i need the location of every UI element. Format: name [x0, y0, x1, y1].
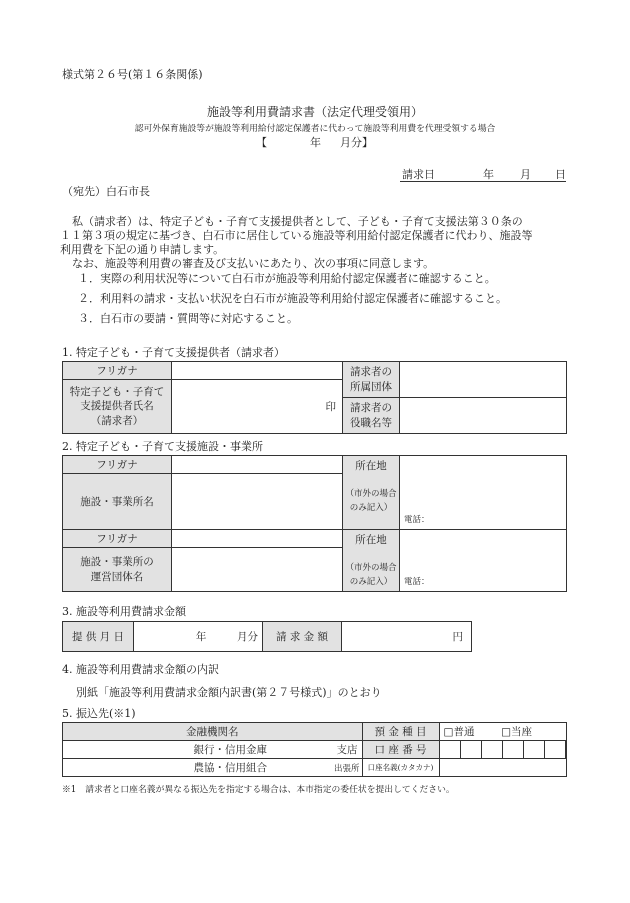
request-date-label: 請求日 — [402, 168, 435, 181]
futsu-checkbox[interactable]: □普通 — [443, 726, 475, 738]
seal-mark: 印 — [325, 401, 336, 413]
bank-type-2: 農協・信用組合 — [63, 759, 292, 777]
bank-label: 金融機関名 — [63, 723, 363, 741]
bank-type-1: 銀行・信用金庫 — [63, 741, 292, 759]
account-holder-label: 口座名義(カタカナ) — [362, 759, 439, 777]
sub-branch-label: 出張所 — [291, 759, 362, 777]
section1-heading: 1. 特定子ども・子育て支援提供者（請求者） — [62, 346, 285, 359]
amount-year-label: 年 — [195, 631, 207, 643]
form-title: 施設等利用費請求書（法定代理受領用） — [206, 105, 423, 119]
facility-address-label: 所在地 （市外の場合 のみ記入） — [343, 456, 400, 530]
request-date-underline — [400, 181, 566, 182]
operator-furigana-input[interactable] — [172, 530, 343, 548]
section3-heading: 3. 施設等利用費請求金額 — [62, 605, 186, 618]
account-digit-cell[interactable] — [460, 741, 481, 759]
intro-line-3: 利用費を下記の通り申請します。 — [60, 243, 225, 256]
yen-label: 円 — [452, 631, 463, 643]
section5-heading: 5. 振込先(※1) — [62, 707, 136, 720]
request-date-day: 日 — [555, 168, 566, 181]
amount-table — [62, 621, 472, 652]
operator-address-input[interactable] — [400, 530, 567, 592]
form-subtitle: 認可外保育施設等が施設等利用給付認定保護者に代わって施設等利用費を代理受領する場合 — [134, 124, 496, 134]
org-input[interactable] — [400, 362, 567, 398]
deposit-type-options — [439, 723, 566, 741]
facility-address-input[interactable] — [400, 456, 567, 530]
account-digit-cell[interactable] — [565, 741, 566, 759]
facility-name-input[interactable] — [172, 474, 343, 530]
consent-item: ２．利用料の請求・支払い状況を白石市が施設等利用給付認定保護者に確認すること。 — [78, 292, 507, 305]
facility-furigana-label: フリガナ — [63, 456, 172, 474]
org-label: 請求者の 所属団体 — [343, 362, 400, 398]
month-input[interactable] — [134, 622, 263, 652]
operator-furigana-label: フリガナ — [63, 530, 172, 548]
deposit-type-label: 預 金 種 目 — [362, 723, 439, 741]
section4-heading: 4. 施設等利用費請求金額の内訳 — [62, 663, 219, 676]
account-number-label: 口 座 番 号 — [362, 741, 439, 759]
requester-table — [62, 361, 567, 434]
bank-table — [62, 722, 567, 777]
title-label: 請求者の 役職名等 — [343, 398, 400, 434]
addressee: （宛先）白石市長 — [62, 185, 150, 198]
section2-heading: 2. 特定子ども・子育て支援施設・事業所 — [62, 440, 263, 453]
month-label: 提 供 月 日 — [63, 622, 134, 652]
account-holder-input[interactable] — [439, 759, 566, 777]
operator-name-input[interactable] — [172, 548, 343, 592]
title-input[interactable] — [400, 398, 567, 434]
account-digit-cell[interactable] — [439, 741, 460, 759]
consent-item: １．実際の利用状況等について白石市が施設等利用給付認定保護者に確認すること。 — [78, 272, 496, 285]
operator-address-label: 所在地 （市外の場合 のみ記入） — [343, 530, 400, 592]
provider-name-input[interactable] — [172, 380, 343, 434]
breakdown-text: 別紙「施設等利用費請求金額内訳書(第２７号様式)」のとおり — [76, 686, 382, 699]
consent-item: ３．白石市の要請・質問等に対応すること。 — [78, 312, 298, 325]
toza-checkbox[interactable]: □当座 — [501, 726, 533, 738]
amount-month-label: 月分 — [237, 631, 258, 643]
request-date-year: 年 — [483, 168, 494, 181]
intro-line-2: １１第３項の規定に基づき、白石市に居住している施設等利用給付認定保護者に代わり、施設等 — [60, 229, 533, 242]
period-year: 年 — [310, 136, 321, 149]
facility-table — [62, 455, 567, 592]
footnote: ※1 請求者と口座名義が異なる振込先を指定する場合は、本市指定の委任状を提出してください。 — [62, 785, 455, 795]
account-digit-cell[interactable] — [481, 741, 502, 759]
facility-phone-label: 電話： — [404, 515, 430, 525]
operator-phone-label: 電話： — [404, 577, 430, 587]
period-open: 【 — [256, 136, 267, 149]
intro-line-1: 私（請求者）は、特定子ども・子育て支援提供者として、子ども・子育て支援法第３０条の — [72, 215, 523, 228]
furigana-input[interactable] — [172, 362, 343, 380]
furigana-label: フリガナ — [63, 362, 172, 380]
provider-name-label: 特定子ども・子育て 支援提供者氏名 （請求者） — [63, 380, 172, 434]
request-date-month: 月 — [520, 168, 531, 181]
intro-line-4: なお、施設等利用費の審査及び支払いにあたり、次の事項に同意します。 — [72, 257, 435, 270]
account-digit-cell[interactable] — [523, 741, 544, 759]
facility-furigana-input[interactable] — [172, 456, 343, 474]
amount-label: 請 求 金 額 — [263, 622, 342, 652]
branch-label: 支店 — [291, 741, 362, 759]
period-month: 月分】 — [340, 136, 373, 149]
account-digit-cell[interactable] — [502, 741, 523, 759]
amount-input[interactable] — [342, 622, 472, 652]
facility-name-label: 施設・事業所名 — [63, 474, 172, 530]
account-digit-cell[interactable] — [544, 741, 565, 759]
form-number: 様式第２６号(第１６条関係) — [62, 68, 203, 81]
operator-name-label: 施設・事業所の 運営団体名 — [63, 548, 172, 592]
